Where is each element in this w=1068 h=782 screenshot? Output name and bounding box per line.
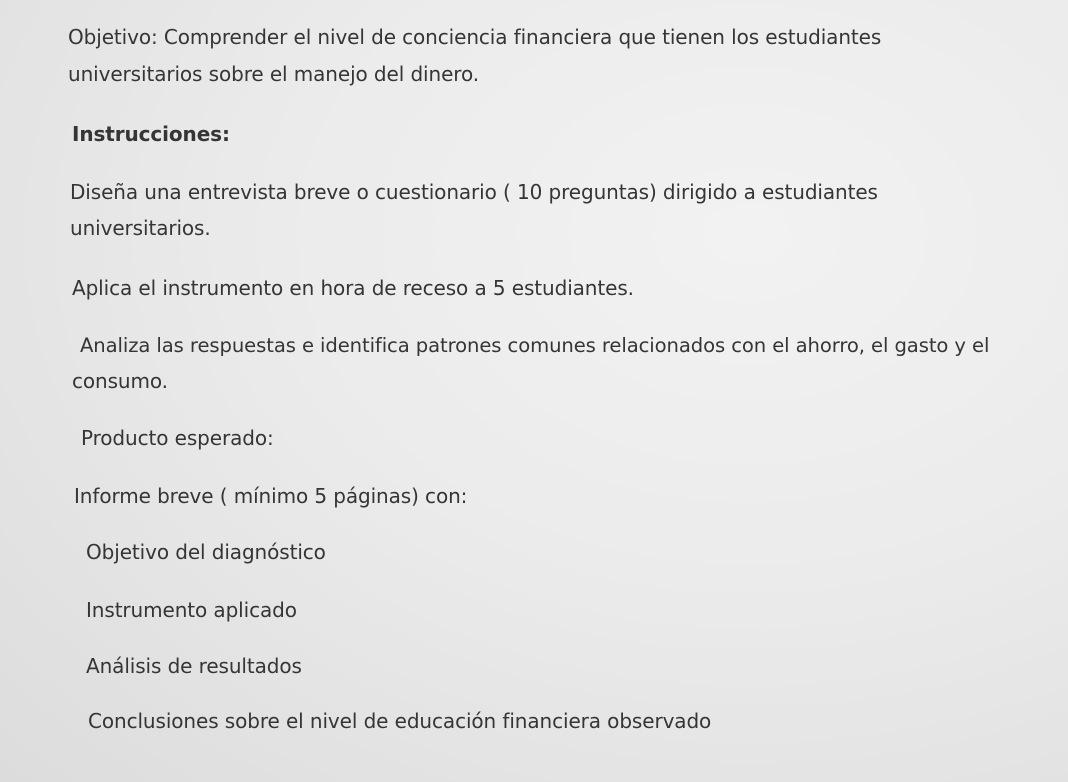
- instruction-1-line-1: Diseña una entrevista breve o cuestionario ( 10 preguntas) dirigido a estudiantes: [70, 180, 878, 204]
- report-item-objective: Objetivo del diagnóstico: [86, 540, 326, 564]
- product-heading: Producto esperado:: [81, 426, 274, 450]
- objective-text-line-2: universitarios sobre el manejo del dinero.: [68, 62, 479, 86]
- report-intro: Informe breve ( mínimo 5 páginas) con:: [74, 484, 468, 508]
- instructions-heading: Instrucciones:: [72, 122, 230, 146]
- instruction-1-line-2: universitarios.: [70, 216, 211, 240]
- instruction-3-line-1: Analiza las respuestas e identifica patrones comunes relacionados con el ahorro, el gasto y el: [80, 334, 990, 357]
- report-item-instrument: Instrumento aplicado: [86, 598, 297, 622]
- report-item-conclusions: Conclusiones sobre el nivel de educación financiera observado: [88, 709, 712, 733]
- instruction-2: Aplica el instrumento en hora de receso a 5 estudiantes.: [72, 276, 634, 300]
- instruction-3-line-2: consumo.: [72, 369, 168, 393]
- objective-text-line-1: Objetivo: Comprender el nivel de conciencia financiera que tienen los estudiantes: [68, 25, 882, 49]
- report-item-analysis: Análisis de resultados: [86, 654, 302, 678]
